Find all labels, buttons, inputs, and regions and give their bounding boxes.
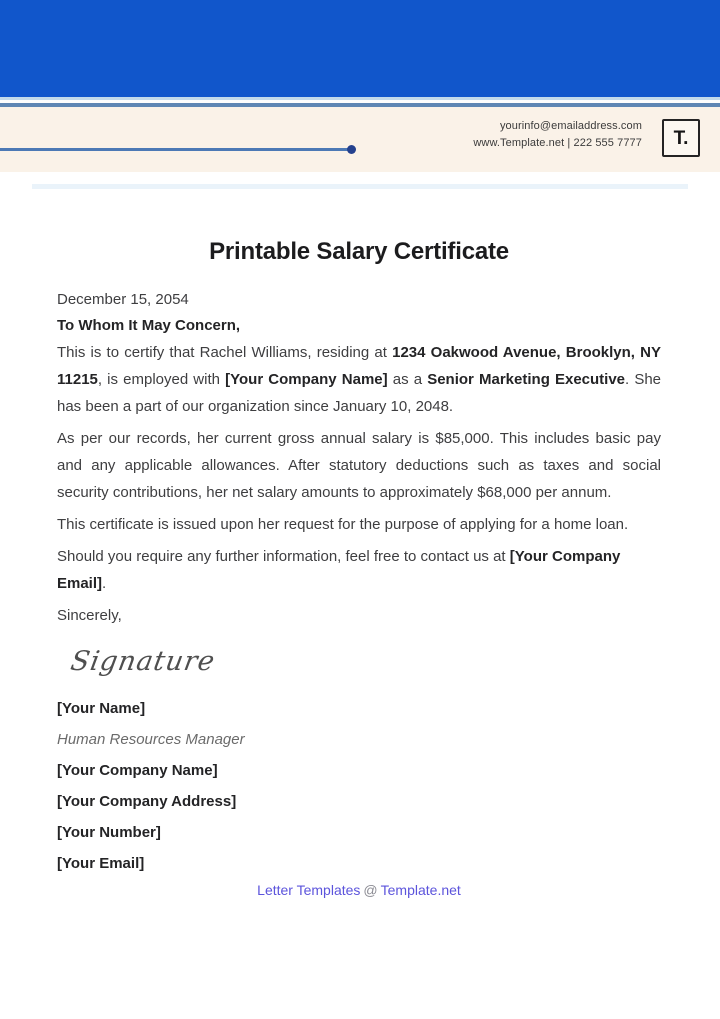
signer-name: [Your Name] <box>57 700 146 717</box>
p1-text: . She has been a part of our organization since January 10, 2048. <box>57 371 662 415</box>
signer-company: [Your Company Name] <box>57 762 218 779</box>
p1-address-bold: 1234 Oakwood Avenue, Brooklyn, NY 11215 <box>57 344 661 388</box>
p1-jobtitle-bold: Senior Marketing Executive <box>427 371 626 388</box>
letterhead-cream-band <box>0 107 720 172</box>
signature-image: Signature <box>68 646 218 677</box>
p4-text: . <box>102 575 107 592</box>
letterhead <box>0 0 720 189</box>
p4-text: Should you require any further information, feel free to contact us at <box>57 548 510 565</box>
banner-blue-bar <box>0 0 720 97</box>
footer-attribution <box>57 882 661 898</box>
paragraph-purpose: This certificate is issued upon her request for the purpose of applying for a home loan. <box>57 516 629 533</box>
header-shadow-strip <box>32 184 688 189</box>
page-title: Printable Salary Certificate <box>209 238 509 265</box>
decorative-rule-end-dot <box>347 145 356 154</box>
signer-number: [Your Number] <box>57 824 161 841</box>
closing-sincerely: Sincerely, <box>57 607 122 624</box>
p1-company-bold: [Your Company Name] <box>225 371 388 388</box>
p1-text: , is employed with <box>97 371 226 388</box>
paragraph-certify <box>57 339 661 420</box>
salutation: To Whom It May Concern, <box>57 317 241 334</box>
decorative-rule <box>0 148 350 151</box>
template-net-link[interactable]: Template.net <box>380 882 461 898</box>
signer-company-address: [Your Company Address] <box>57 793 237 810</box>
p4-email-bold: [Your Company Email] <box>57 548 621 592</box>
letter-body <box>0 238 720 898</box>
signer-role: Human Resources Manager <box>57 731 245 748</box>
letter-date: December 15, 2054 <box>57 291 189 308</box>
at-symbol: @ <box>363 882 378 898</box>
signer-email: [Your Email] <box>57 855 145 872</box>
logo-letter: T. <box>673 127 689 149</box>
contact-email: yourinfo@emailaddress.com <box>499 120 642 132</box>
signature-block <box>57 701 661 872</box>
letter-templates-link[interactable]: Letter Templates <box>257 882 361 898</box>
paragraph-contact <box>57 543 661 597</box>
p1-text: as a <box>387 371 428 388</box>
paragraph-salary: As per our records, her current gross annual salary is $85,000. This includes basic pay and any applicable allowances. After statutory deductions such as taxes and social security contributions, her net salary amounts to approximately $68,000 per annum. <box>57 430 661 501</box>
contact-website-phone: www.Template.net | 222 555 7777 <box>473 137 642 149</box>
company-logo <box>662 119 700 157</box>
letterhead-contact <box>473 118 642 152</box>
p1-text: This is to certify that Rachel Williams, residing at <box>57 344 393 361</box>
